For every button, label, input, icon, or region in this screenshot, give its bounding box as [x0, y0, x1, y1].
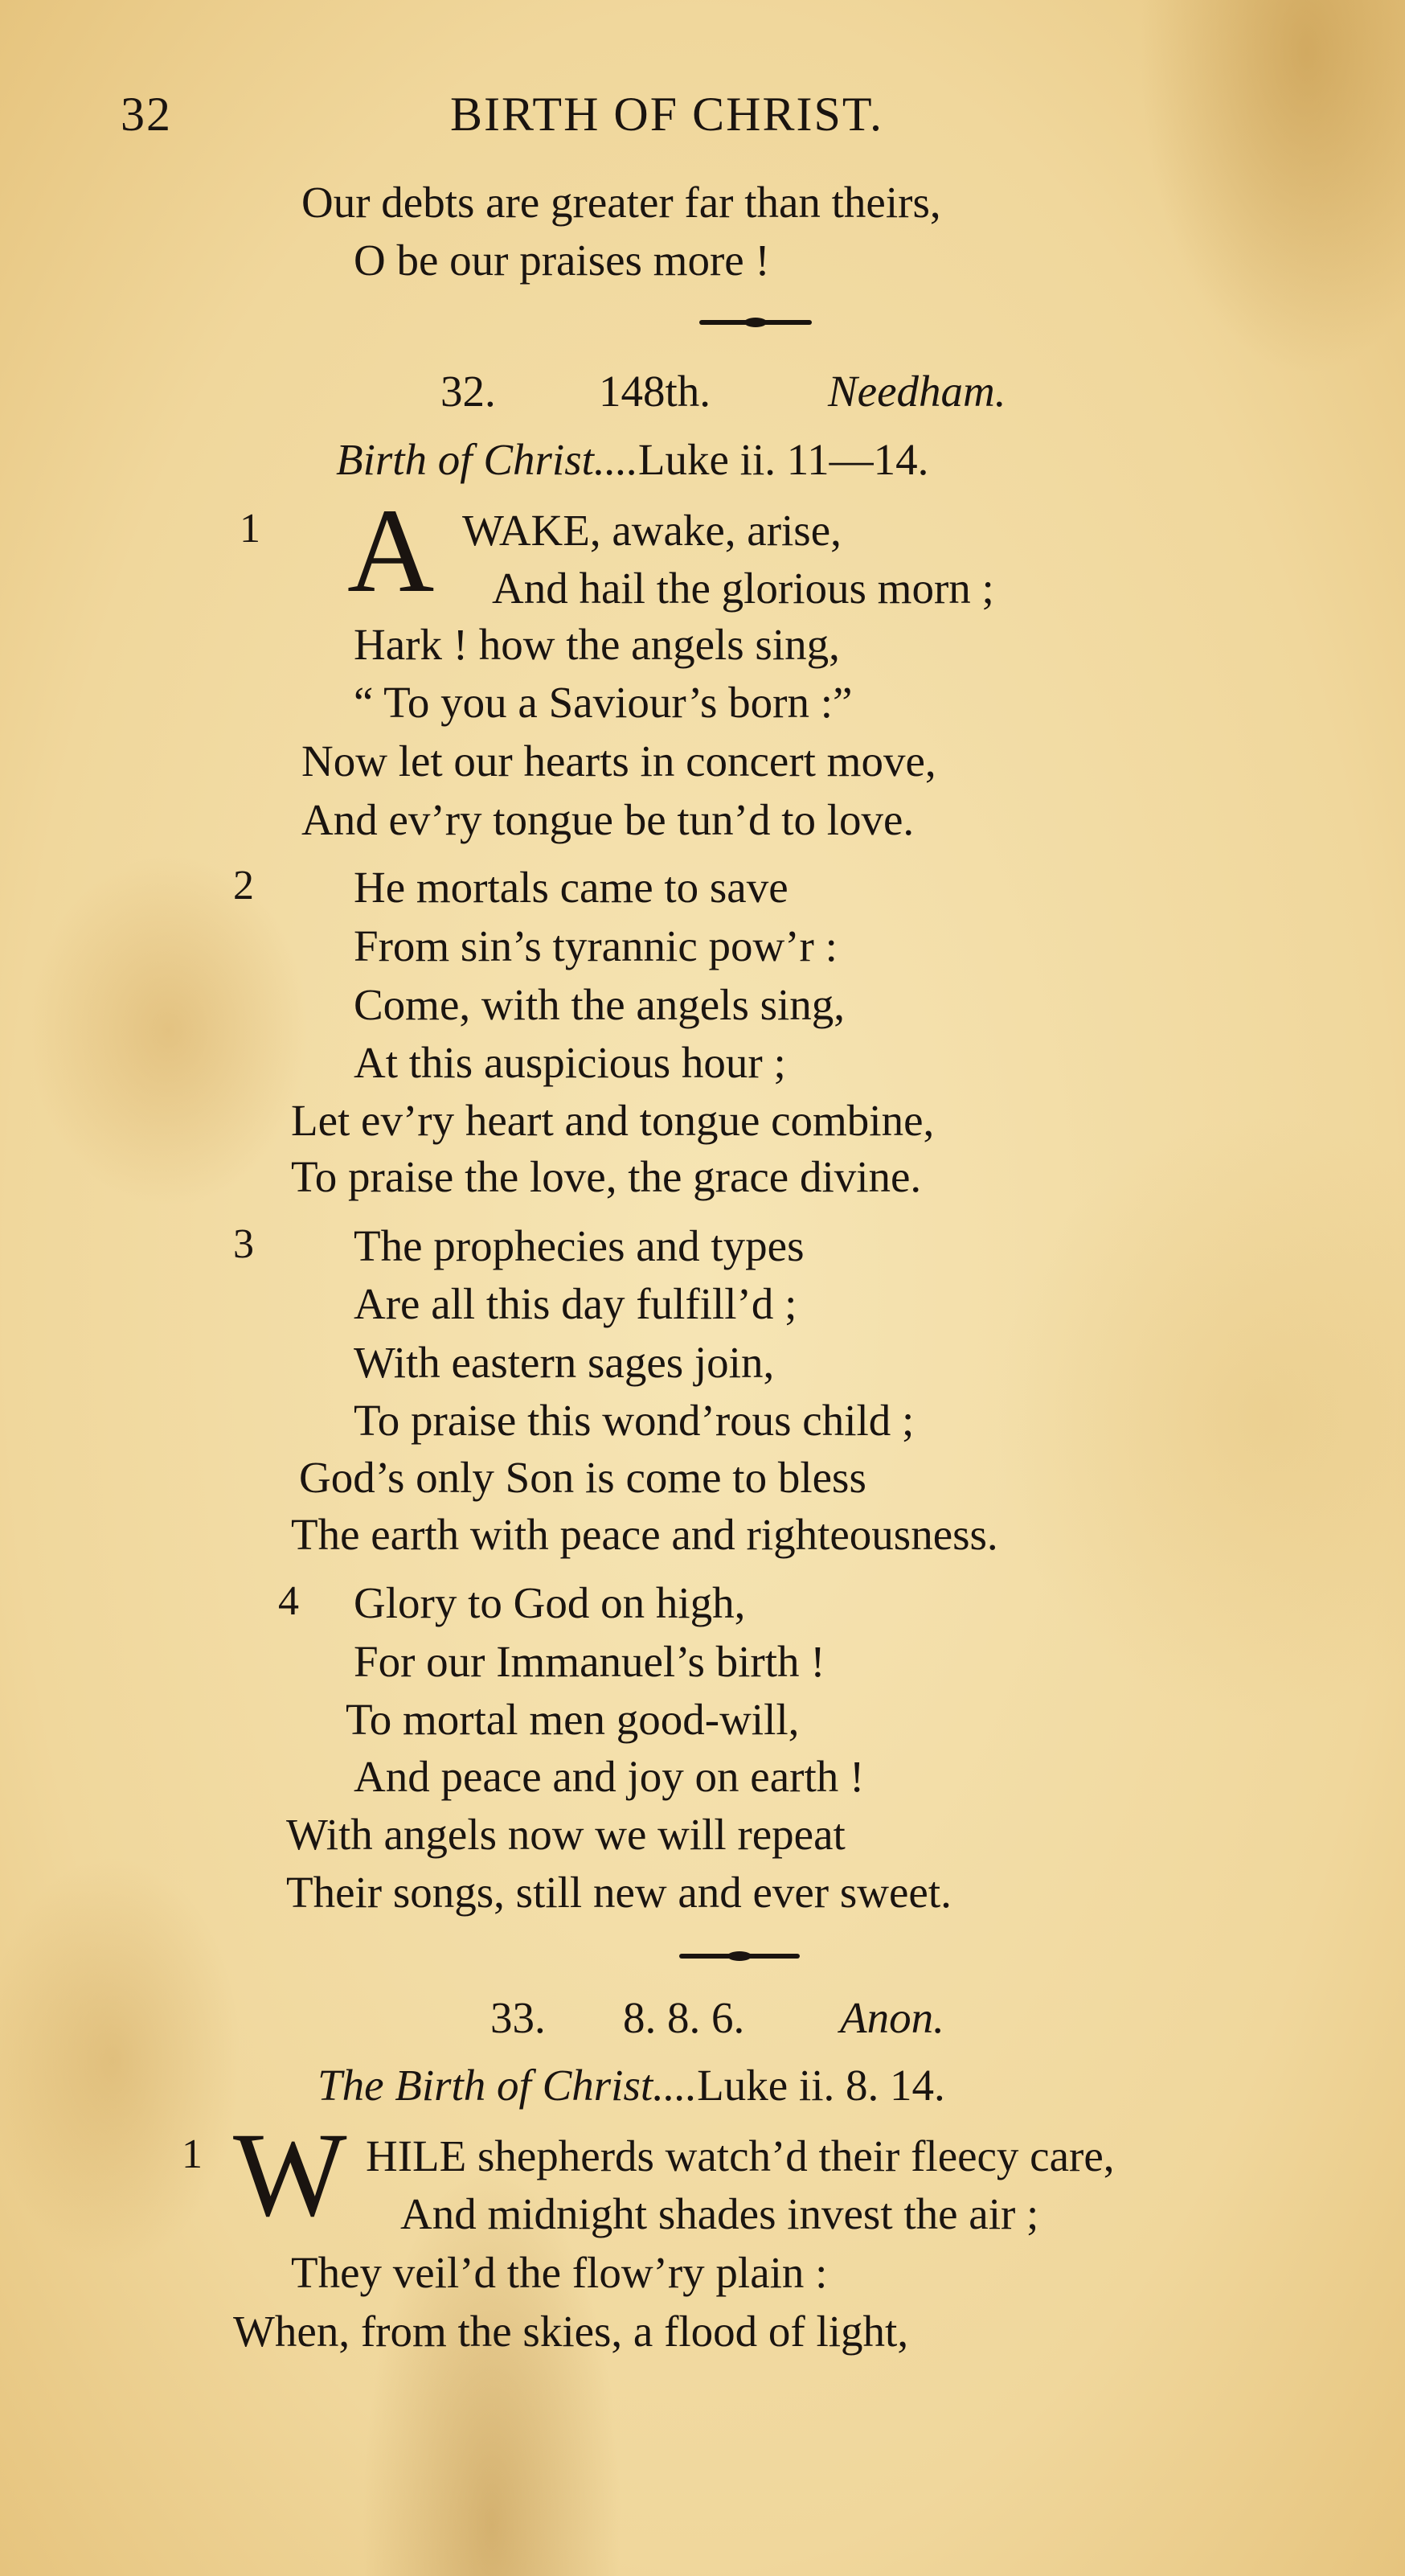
hymn-meter: 8. 8. 6. [623, 1993, 745, 2042]
hymn-subject-line [336, 434, 928, 485]
verse-line: Are all this day fulfill’d ; [354, 1279, 797, 1328]
verse-line: With eastern sages join, [354, 1338, 775, 1387]
verse-line: To praise this wond’rous child ; [354, 1396, 915, 1445]
verse-line: Hark ! how the angels sing, [354, 620, 840, 669]
verse-line: They veil’d the flow’ry plain : [291, 2248, 828, 2297]
verse-line: O be our praises more ! [354, 236, 770, 285]
hymn-tune: Needham. [828, 367, 1006, 416]
running-title: BIRTH OF CHRIST. [450, 88, 884, 141]
verse-line: Their songs, still new and ever sweet. [286, 1868, 952, 1917]
verse-line: “ To you a Saviour’s born :” [354, 678, 853, 727]
stanza-number: 4 [278, 1578, 299, 1624]
hymn-subject: The Birth of Christ.... [317, 2061, 698, 2110]
verse-line: The prophecies and types [354, 1221, 805, 1270]
verse-line: For our Immanuel’s birth ! [354, 1637, 825, 1686]
verse-line: From sin’s tyrannic pow’r : [354, 921, 838, 970]
hymn-number: 32. [440, 367, 496, 416]
drop-cap: W [233, 2108, 347, 2242]
verse-line: God’s only Son is come to bless [299, 1453, 866, 1502]
verse-line: Now let our hearts in concert move, [301, 736, 936, 786]
verse-line: And peace and joy on earth ! [354, 1752, 865, 1801]
verse-line: With angels now we will repeat [286, 1810, 846, 1859]
verse-line: And midnight shades invest the air ; [400, 2189, 1039, 2238]
verse-line: HILE shepherds watch’d their fleecy care, [366, 2131, 1115, 2180]
verse-line: WAKE, awake, arise, [462, 506, 842, 555]
hymn-tune: Anon. [840, 1993, 944, 2042]
verse-line: When, from the skies, a flood of light, [233, 2307, 909, 2356]
verse-line: Glory to God on high, [354, 1578, 746, 1627]
stanza-number: 1 [182, 2131, 203, 2177]
hymn-meter: 148th. [599, 367, 711, 416]
section-divider [699, 320, 812, 325]
hymn-subject: Birth of Christ.... [336, 435, 638, 484]
verse-line: At this auspicious hour ; [354, 1038, 786, 1087]
verse-line: To mortal men good-will, [346, 1695, 800, 1744]
hymn-scripture: Luke ii. 11—14. [637, 435, 929, 484]
verse-line: Let ev’ry heart and tongue combine, [291, 1096, 935, 1145]
page-number: 32 [121, 88, 172, 141]
verse-line: Come, with the angels sing, [354, 980, 846, 1029]
hymn-number: 33. [490, 1993, 546, 2042]
verse-line: To praise the love, the grace divine. [291, 1152, 922, 1201]
verse-line: He mortals came to save [354, 863, 789, 912]
stanza-number: 3 [233, 1221, 254, 1267]
verse-line: And ev’ry tongue be tun’d to love. [301, 795, 915, 844]
verse-line: Our debts are greater far than theirs, [301, 178, 941, 227]
stanza-number: 2 [233, 863, 254, 909]
stanza-number: 1 [240, 506, 260, 552]
drop-cap: A [347, 484, 435, 617]
verse-line: The earth with peace and righteousness. [291, 1510, 998, 1559]
section-divider [679, 1954, 800, 1959]
hymn-scripture: Luke ii. 8. 14. [697, 2061, 945, 2110]
hymn-subject-line [317, 2060, 945, 2110]
verse-line: And hail the glorious morn ; [492, 564, 994, 613]
